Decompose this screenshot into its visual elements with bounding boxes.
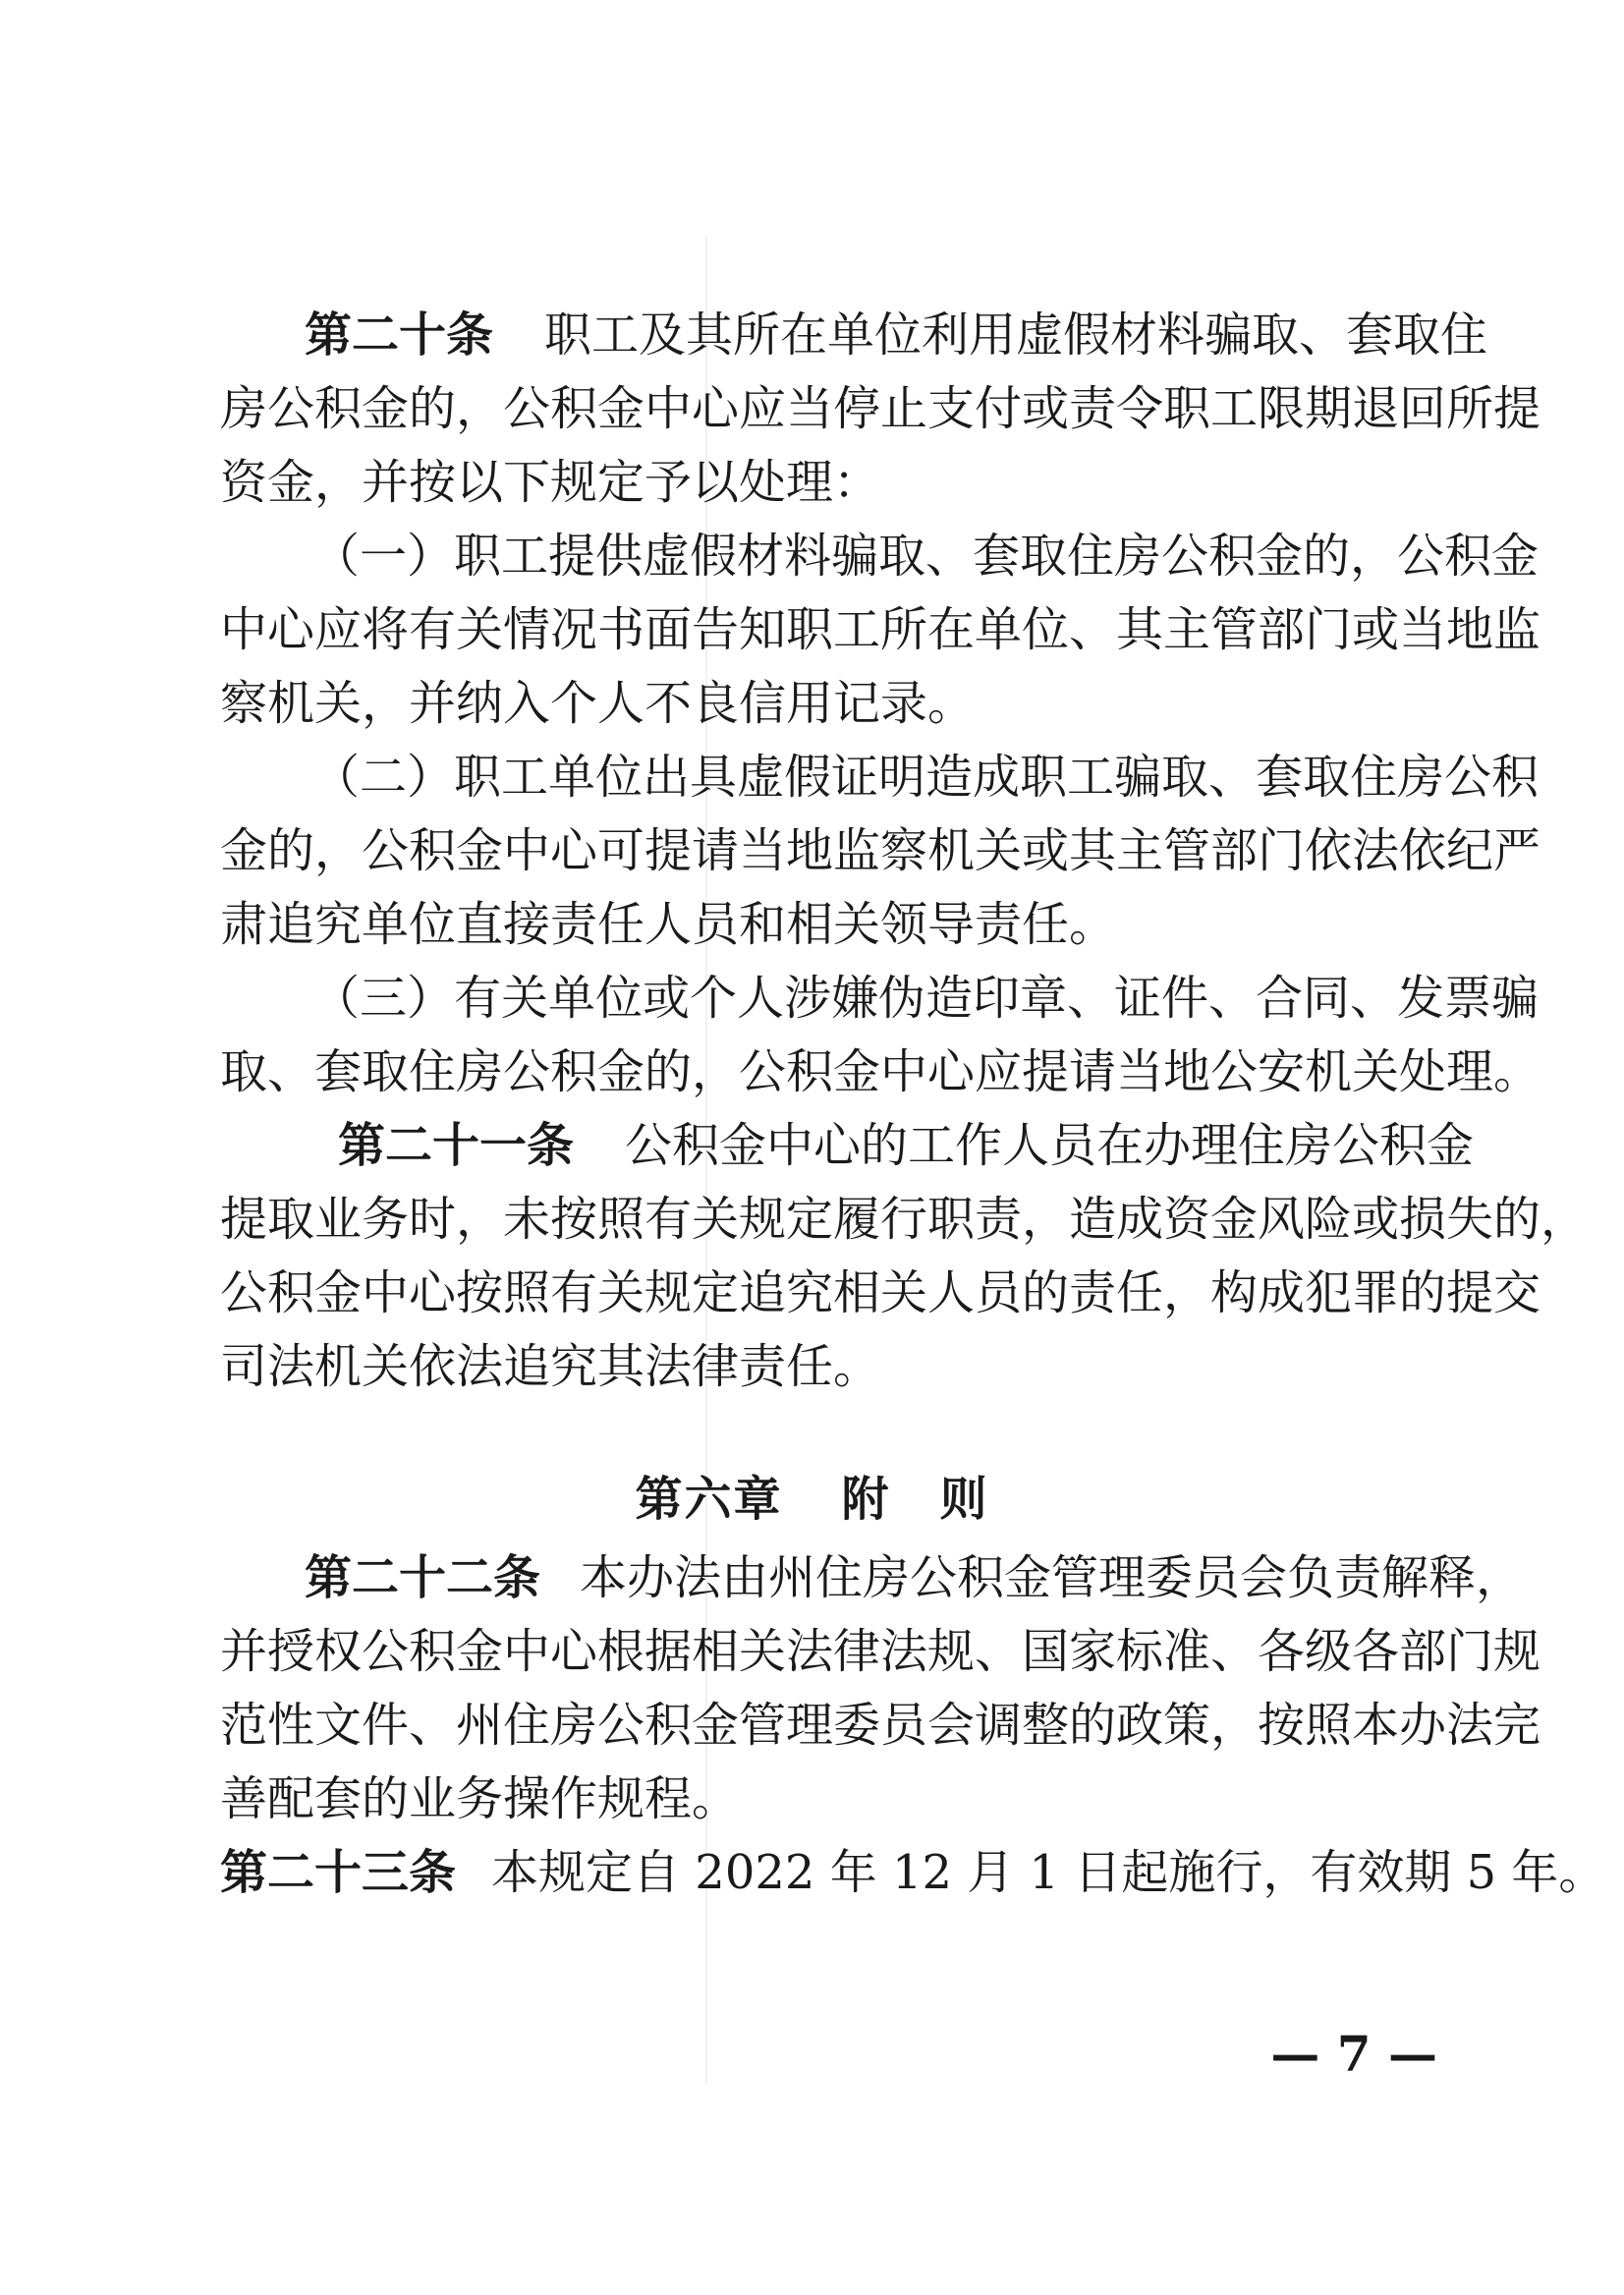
- article-21-line-1: 第二十一条 公积金中心的工作人员在办理住房公积金: [338, 1118, 1475, 1173]
- article-22-line-3: 范性文件、州住房公积金管理委员会调整的政策，按照本办法完: [220, 1698, 1541, 1753]
- item-1-line-1: （一）职工提供虚假材料骗取、套取住房公积金的，公积金: [312, 529, 1540, 584]
- article-20-line-3: 资金，并按以下规定予以处理：: [220, 455, 881, 510]
- article-20-line-1: 第二十条 职工及其所在单位利用虚假材料骗取、套取住: [305, 308, 1488, 363]
- item-2-line-2: 金的，公积金中心可提请当地监察机关或其主管部门依法依纪严: [220, 823, 1541, 878]
- article-20-title: 第二十条: [305, 308, 494, 363]
- article-21-title: 第二十一条: [338, 1118, 575, 1173]
- item-2-line-1: （二）职工单位出具虚假证明造成职工骗取、套取住房公积: [312, 750, 1540, 805]
- article-21-line-2: 提取业务时，未按照有关规定履行职责，造成资金风险或损失的，: [220, 1192, 1589, 1247]
- article-21-line-3: 公积金中心按照有关规定追究相关人员的责任，构成犯罪的提交: [220, 1265, 1541, 1320]
- chapter-label: 第六章: [635, 1472, 783, 1527]
- article-21-line-4: 司法机关依法追究其法律责任。: [220, 1339, 881, 1394]
- chapter-title: 附 则: [841, 1472, 989, 1527]
- chapter-heading: [0, 1464, 1624, 1535]
- item-3-line-2: 取、套取住房公积金的，公积金中心应提请当地公安机关处理。: [220, 1044, 1541, 1099]
- article-23-title: 第二十三条: [220, 1845, 457, 1900]
- article-22-line-2: 并授权公积金中心根据相关法律法规、国家标准、各级各部门规: [220, 1624, 1541, 1679]
- page-number: — 7 —: [1270, 2025, 1437, 2083]
- article-23-line: 第二十三条 本规定自 2022 年 12 月 1 日起施行，有效期 5 年。: [220, 1845, 1606, 1900]
- article-20-line-2: 房公积金的，公积金中心应当停止支付或责令职工限期退回所提: [220, 381, 1541, 436]
- article-22-line-4: 善配套的业务操作规程。: [220, 1771, 740, 1826]
- article-22-title: 第二十二条: [305, 1550, 541, 1605]
- item-1-line-3: 察机关，并纳入个人不良信用记录。: [220, 676, 976, 731]
- item-3-line-1: （三）有关单位或个人涉嫌伪造印章、证件、合同、发票骗: [312, 971, 1540, 1026]
- item-2-line-3: 肃追究单位直接责任人员和相关领导责任。: [220, 897, 1117, 952]
- item-1-line-2: 中心应将有关情况书面告知职工所在单位、其主管部门或当地监: [220, 602, 1541, 657]
- article-22-line-1: 第二十二条 本办法由州住房公积金管理委员会负责解释，: [305, 1550, 1524, 1605]
